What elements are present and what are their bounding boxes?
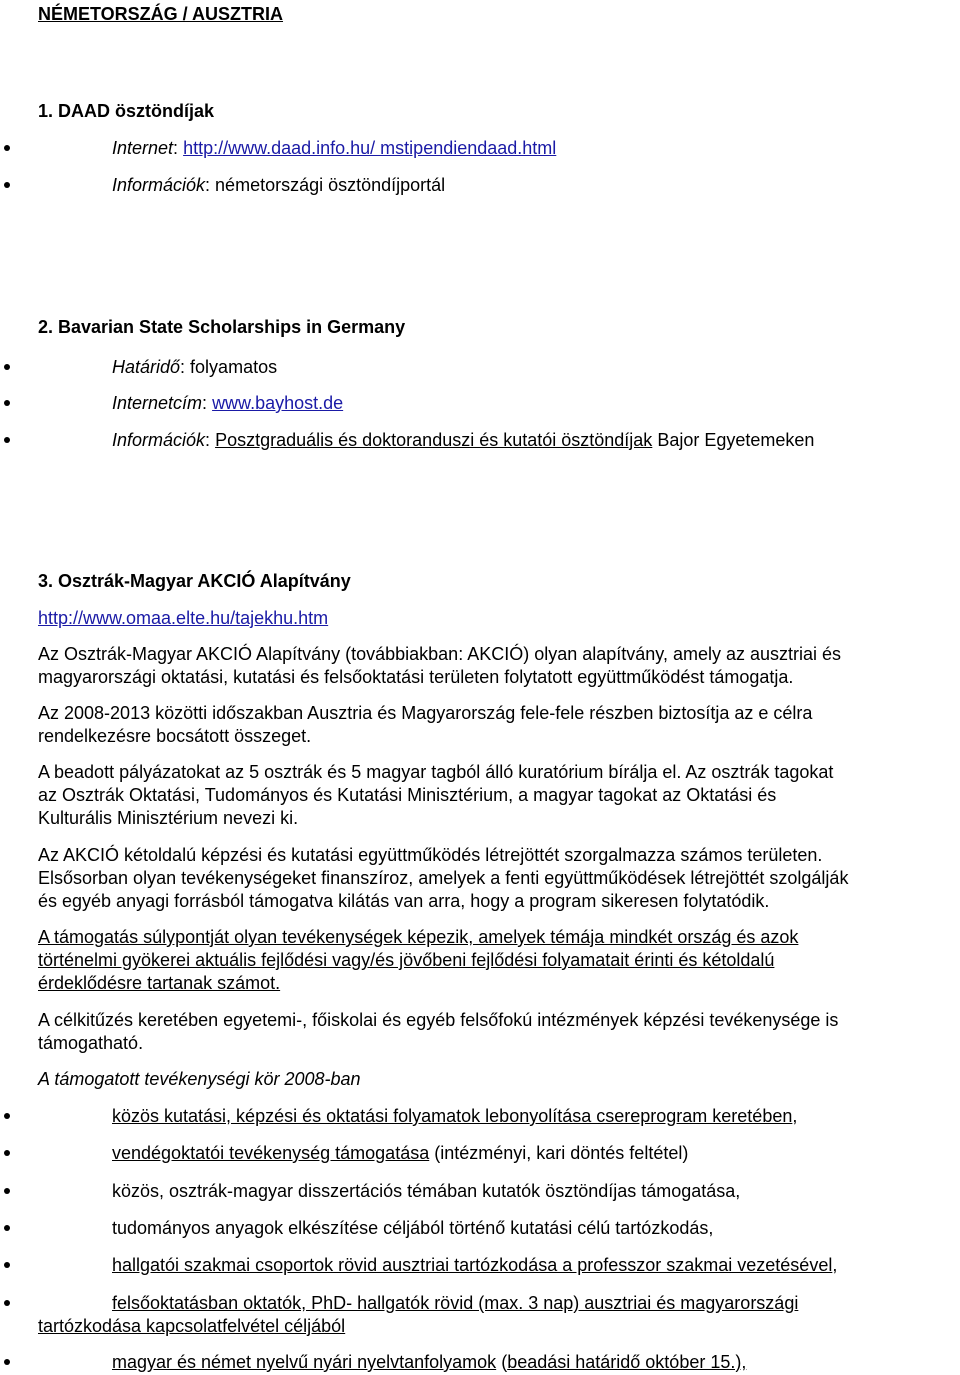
activity-link[interactable]: vendégoktatói tevékenység támogatása bbox=[112, 1143, 430, 1163]
bullet-icon bbox=[4, 1113, 10, 1119]
paragraph-line: és egyéb anyagi forrásból támogatva kilátás van arra, hogy a program sikeresen folytatódik. bbox=[38, 891, 770, 911]
paragraph-line: az Osztrák Oktatási, Tudományos és Kutatási Minisztérium, a magyar tagokat az Oktatási és bbox=[38, 785, 777, 805]
scholarship-link[interactable]: Posztgraduális és doktoranduszi és kutatói ösztöndíjak bbox=[215, 430, 653, 450]
activity-text: , bbox=[792, 1106, 798, 1126]
paragraph-line: A beadott pályázatokat az 5 osztrák és 5 magyar tagból álló kuratórium bírálja el. Az osztrák tagokat bbox=[38, 762, 834, 782]
info-rest: Bajor Egyetemeken bbox=[652, 430, 815, 450]
web-label: Internetcím bbox=[112, 393, 203, 413]
internet-label: Internet bbox=[112, 138, 174, 158]
daad-info-row bbox=[112, 174, 445, 196]
activities-heading: A támogatott tevékenységi kör 2008-ban bbox=[38, 1069, 361, 1089]
paragraph-line: Az 2008-2013 közötti időszakban Ausztria és Magyarország fele-fele részben biztosítja az e célra bbox=[38, 703, 813, 723]
paragraph-5 bbox=[38, 926, 958, 995]
deadline-text: : folyamatos bbox=[180, 357, 278, 377]
section-3-heading: 3. Osztrák-Magyar AKCIÓ Alapítvány bbox=[38, 571, 351, 591]
activity-link[interactable]: beadási határidő október 15.), bbox=[507, 1352, 747, 1372]
bullet-icon bbox=[4, 364, 10, 370]
paragraph-line: Kulturális Minisztérium nevezi ki. bbox=[38, 808, 299, 828]
activity-item-1 bbox=[112, 1105, 797, 1127]
deadline-label: Határidő bbox=[112, 357, 181, 377]
bullet-icon bbox=[4, 1188, 10, 1194]
bayhost-link[interactable]: www.bayhost.de bbox=[212, 393, 344, 413]
bullet-icon bbox=[4, 1150, 10, 1156]
paragraph-line: A támogatás súlypontját olyan tevékenységek képezik, amelyek témája mindkét ország és azok bbox=[38, 927, 799, 947]
deadline-row bbox=[112, 356, 277, 378]
paragraph-2 bbox=[38, 702, 958, 748]
activity-item-6-line-2[interactable]: tartózkodása kapcsolatfelvétel céljából bbox=[38, 1316, 346, 1336]
info-label: Információk bbox=[112, 175, 206, 195]
activity-item-6-line-1[interactable]: felsőoktatásban oktatók, PhD- hallgatók rövid (max. 3 nap) ausztriai és magyarországi bbox=[112, 1293, 799, 1313]
section-2-heading: 2. Bavarian State Scholarships in Germany bbox=[38, 317, 406, 337]
activity-item-7 bbox=[112, 1351, 746, 1373]
bavarian-info-row: Információk: Posztgraduális és doktoranduszi és kutatói ösztöndíjak Bajor Egyetemeken bbox=[112, 430, 815, 450]
paragraph-line: rendelkezésre bocsátott összeget. bbox=[38, 726, 312, 746]
bullet-icon bbox=[4, 1300, 10, 1306]
activity-link[interactable]: közös kutatási, képzési és oktatási folyamatok lebonyolítása csereprogram keretében bbox=[112, 1106, 793, 1126]
bullet-icon bbox=[4, 182, 10, 188]
paragraph-line: Elsősorban olyan tevékenységeket finanszíroz, amelyek a fenti együttműködések létrejöttét szolgálják bbox=[38, 868, 849, 888]
paragraph-line: Az Osztrák-Magyar AKCIÓ Alapítvány (továbbiakban: AKCIÓ) olyan alapítvány, amely az ausztriai és bbox=[38, 644, 842, 664]
paragraph-line: támogatható. bbox=[38, 1033, 144, 1053]
paragraph-line: érdeklődésre tartanak számot. bbox=[38, 973, 281, 993]
info-text: : németországi ösztöndíjportál bbox=[205, 175, 446, 195]
activity-link[interactable]: magyar és német nyelvű nyári nyelvtanfolyamok bbox=[112, 1352, 497, 1372]
paragraph-4 bbox=[38, 844, 958, 913]
bullet-icon bbox=[4, 400, 10, 406]
section-1-heading: 1. DAAD ösztöndíjak bbox=[38, 101, 215, 121]
daad-internet-row: Internet: http://www.daad.info.hu/ mstipendiendaad.html bbox=[112, 138, 557, 158]
paragraph-6 bbox=[38, 1009, 958, 1055]
paragraph-line: A célkitűzés keretében egyetemi-, főiskolai és egyéb felsőfokú intézmények képzési tevékenysége is bbox=[38, 1010, 839, 1030]
bullet-icon bbox=[4, 437, 10, 443]
info-label: Információk bbox=[112, 430, 206, 450]
paragraph-line: történelmi gyökerei aktuális fejlődési vagy/és jövőbeni fejlődési folyamatait érinti és kétoldalú bbox=[38, 950, 775, 970]
country-heading: NÉMETORSZÁG / AUSZTRIA bbox=[38, 4, 284, 24]
activity-text: , bbox=[832, 1255, 838, 1275]
paragraph-line: magyarországi oktatási, kutatási és felsőoktatási területen folytatott együttműködést támogatja. bbox=[38, 667, 794, 687]
bullet-icon bbox=[4, 1359, 10, 1365]
paragraph-1 bbox=[38, 643, 958, 689]
paragraph-3 bbox=[38, 761, 958, 830]
activity-item-5 bbox=[112, 1254, 837, 1276]
activity-text: (intézményi, kari döntés feltétel) bbox=[429, 1143, 689, 1163]
bullet-icon bbox=[4, 1225, 10, 1231]
activity-text: ( bbox=[496, 1352, 508, 1372]
web-row: Internetcím: www.bayhost.de bbox=[112, 393, 344, 413]
activity-item-4: tudományos anyagok elkészítése céljából történő kutatási célú tartózkodás, bbox=[112, 1218, 714, 1238]
paragraph-line: Az AKCIÓ kétoldalú képzési és kutatási együttműködés létrejöttét szorgalmazza számos területen. bbox=[38, 845, 823, 865]
bullet-icon bbox=[4, 145, 10, 151]
activity-item-3: közös, osztrák-magyar disszertációs témában kutatók ösztöndíjas támogatása, bbox=[112, 1181, 741, 1201]
bullet-icon bbox=[4, 1262, 10, 1268]
activity-item-2 bbox=[112, 1142, 688, 1164]
omaa-link[interactable]: http://www.omaa.elte.hu/tajekhu.htm bbox=[38, 608, 329, 628]
activity-link[interactable]: hallgatói szakmai csoportok rövid ausztriai tartózkodása a professzor szakmai vezetésével bbox=[112, 1255, 833, 1275]
daad-link[interactable]: http://www.daad.info.hu/ mstipendiendaad.html bbox=[183, 138, 557, 158]
